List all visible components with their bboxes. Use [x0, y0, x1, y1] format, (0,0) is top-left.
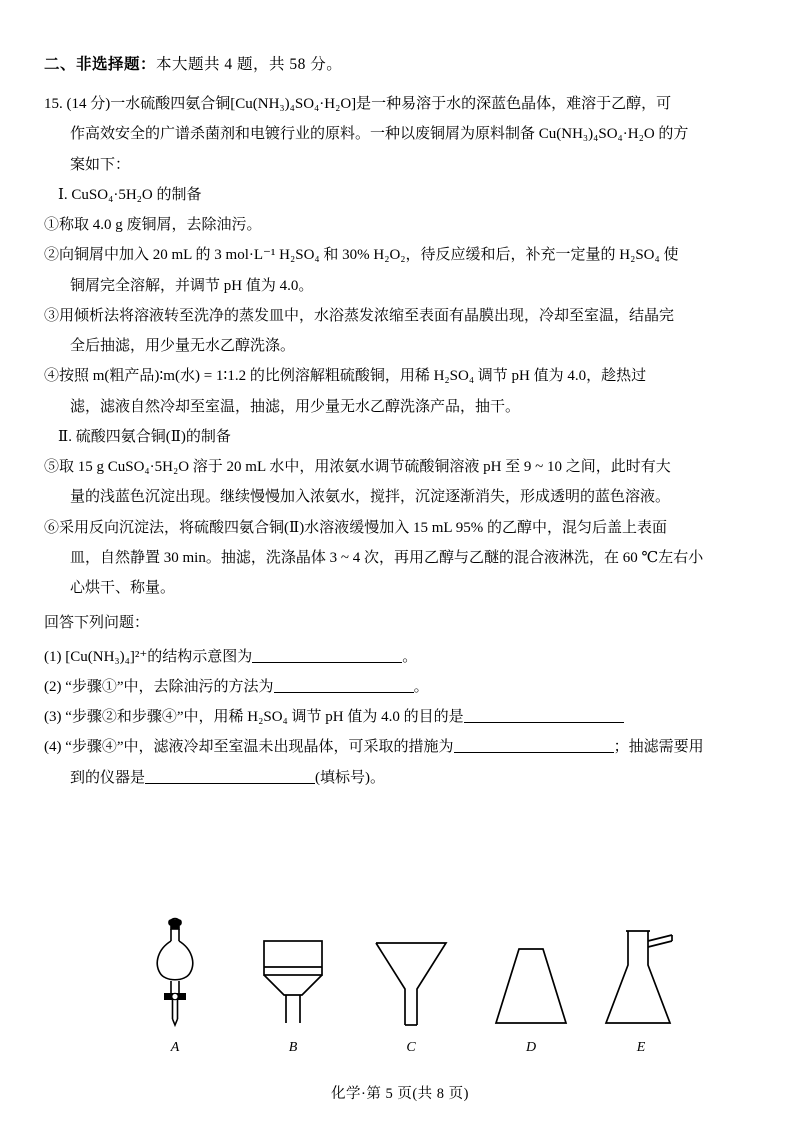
- page-footer: 化学·第 5 页(共 8 页): [331, 1086, 469, 1102]
- sub-question-3-text: (3) “步骤②和步骤④”中，用稀 H₂SO₄ 调节 pH 值为 4.0 的目的是: [44, 709, 464, 725]
- sub-question-4-line1: [44, 733, 756, 762]
- part-II-title: Ⅱ. 硫酸四氨合铜(Ⅱ)的制备: [58, 428, 231, 445]
- question-stem-line2: 作高效安全的广谱杀菌剂和电镀行业的原料。一种以废铜屑为原料制备 Cu(NH₃)₄SO₄·H₂O 的方: [70, 126, 689, 143]
- buchner-funnel-icon: [250, 933, 336, 1033]
- question-stem-line3: 案如下：: [70, 156, 131, 173]
- figure-B-label: B: [288, 1040, 298, 1055]
- figure-C: [368, 933, 454, 1056]
- question-stem-line1: [44, 90, 756, 119]
- apparatus-figure-row: [140, 915, 670, 1060]
- section-heading: [44, 52, 756, 74]
- step-4-line1: ④按照 m(粗产品)∶m(水) = 1∶1.2 的比例溶解粗硫酸铜，用稀 H₂SO₄ 调节 pH 值为 4.0，趁热过: [44, 368, 647, 385]
- sub-question-4-mid: ；抽滤需要用: [613, 739, 704, 756]
- section-heading-rest: 本大题共 4 题，共 58 分。: [156, 56, 343, 73]
- sub-question-3: [44, 703, 756, 732]
- sub-question-4-line2-text: 到的仪器是: [70, 769, 146, 786]
- step-3-line1: ③用倾析法将溶液转至洗净的蒸发皿中，水浴蒸发浓缩至表面有晶膜出现，冷却至室温，结晶完: [44, 307, 675, 324]
- answer-blank-1[interactable]: [252, 647, 402, 662]
- figure-C-label: C: [406, 1040, 416, 1055]
- step-5-line2: 量的浅蓝色沉淀出现。继续慢慢加入浓氨水，搅拌，沉淀逐渐消失，形成透明的蓝色溶液。: [70, 489, 671, 506]
- step-6-line2: 皿，自然静置 30 min。抽滤，洗涤晶体 3 ~ 4 次，再用乙醇与乙醚的混合液淋洗，在 60 ℃左右小: [70, 549, 704, 566]
- step-2-line1: ②向铜屑中加入 20 mL 的 3 mol·L⁻¹ H₂SO₄ 和 30% H₂O₂，待反应缓和后，补充一定量的 H₂SO₄ 使: [44, 247, 679, 264]
- question-number: 15.: [44, 96, 63, 112]
- section-heading-bold: 二、非选择题：: [44, 56, 157, 73]
- part-I-title: Ⅰ. CuSO₄·5H₂O 的制备: [58, 186, 202, 203]
- question-score: (14 分): [66, 96, 111, 112]
- conical-funnel-icon: [368, 933, 454, 1033]
- step-5-line1: ⑤取 15 g CuSO₄·5H₂O 溶于 20 mL 水中，用浓氨水调节硫酸铜溶液 pH 至 9 ~ 10 之间，此时有大: [44, 459, 671, 475]
- sub-question-2: [44, 673, 756, 702]
- suction-flask-icon: [598, 925, 684, 1033]
- answer-blank-3[interactable]: [464, 708, 624, 723]
- step-1: ①称取 4.0 g 废铜屑，去除油污。: [44, 217, 262, 233]
- figure-E: [598, 925, 684, 1056]
- figure-B: [250, 933, 336, 1056]
- separating-funnel-icon: [140, 915, 210, 1033]
- beaker-cone-icon: [488, 943, 574, 1033]
- answer-blank-4a[interactable]: [454, 738, 614, 753]
- step-2-line2: 铜屑完全溶解，并调节 pH 值为 4.0。: [70, 277, 314, 294]
- answer-blank-4b[interactable]: [145, 768, 315, 783]
- sub-question-4-line2: [44, 764, 756, 793]
- sub-question-2-text: (2) “步骤①”中，去除油污的方法为: [44, 678, 274, 695]
- figure-A: [140, 915, 210, 1056]
- step-6-line1: ⑥采用反向沉淀法，将硫酸四氨合铜(Ⅱ)水溶液缓慢加入 15 mL 95% 的乙醇中，混匀后盖上表面: [44, 519, 667, 536]
- figure-E-label: E: [636, 1040, 646, 1055]
- sub-question-1-text: (1) [Cu(NH₃)₄]²⁺的结构示意图为: [44, 648, 253, 665]
- figure-D-label: D: [525, 1040, 537, 1055]
- step-4-line2: 滤，滤液自然冷却至室温，抽滤，用少量无水乙醇洗涤产品，抽干。: [70, 398, 521, 415]
- figure-D: [488, 943, 574, 1056]
- step-3-line2: 全后抽滤，用少量无水乙醇洗涤。: [70, 338, 296, 354]
- answer-blank-2[interactable]: [274, 678, 414, 693]
- sub-question-1: [44, 643, 756, 672]
- sub-question-2-end: 。: [413, 678, 429, 695]
- question-stem-part1: 一水硫酸四氨合铜[Cu(NH₃)₄SO₄·H₂O]是一种易溶于水的深蓝色晶体，难溶于乙醇，可: [110, 96, 672, 112]
- answer-prompt: 回答下列问题：: [44, 615, 150, 632]
- step-6-line3: 心烘干、称量。: [70, 580, 176, 596]
- figure-A-label: A: [170, 1040, 180, 1055]
- page-content: [44, 52, 756, 794]
- question-15: [44, 90, 756, 793]
- sub-question-4-text: (4) “步骤④”中，滤液冷却至室温未出现晶体，可采取的措施为: [44, 739, 454, 756]
- sub-question-1-end: 。: [402, 648, 418, 665]
- sub-question-4-line2-end: (填标号)。: [315, 769, 386, 786]
